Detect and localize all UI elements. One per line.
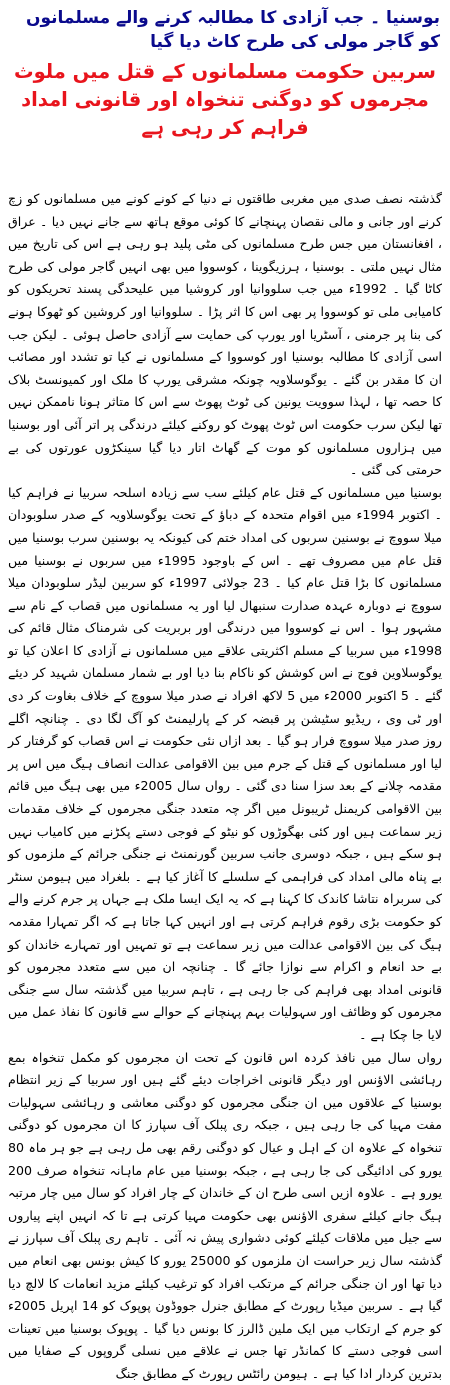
body-paragraph: رواں سال میں نافذ کردہ اس قانون کے تحت ان مجرموں کو مکمل تنخواہ بمع رہائشی الاؤنس اور دیگر قانونی اخراجات دیئے گئے ہیں اور سربیا کے زیر انتظام بوسنیا کے علاقوں میں ان جنگی مجرموں کو دوگنی معاشی و رہائشی سہولیات مفت مہیا کی جا رہی ہیں ، جبکہ ری پبلک آف سپارز کا ان مجرموں کو دوگنی تنخواہ کے علاوہ ان کے اہل و عیال کو دوگنی رقم بھی مل رہی ہے جو ہر ماہ 80 یورو کی ادائیگی کی جا رہی ہے ، جبکہ بوسنیا میں عام ماہانہ تنخواہ صرف 200 یورو ہے ۔ علاوہ ازیں اسی طرح ان کے خاندان کے چار افراد کو سال میں چار مرتبہ ہیگ جانے کیلئے سفری الاؤنس بھی حکومت مہیا کرتی ہے تا کہ انہیں اپنے پیاروں سے جیل میں ملاقات کیلئے کوئی دشواری پیش نہ آئی ۔ تاہم ری پبلک آف سپارز نے گذشتہ سال زیر حراست ان ملزموں کو 25000 یورو کا کیش بونس بھی انعام میں دیا تھا اور ان جنگی جرائم کے مرتکب افراد کو ترغیب کیلئے مزید انعامات کا لالچ دیا گیا ہے ۔ سربین میڈیا رپورٹ کے مطابق جنرل جووڈون پوپوک کو 14 اپریل 2005ء کو جرم کے ارتکاب میں ایک ملین ڈالرز کا بونس دیا گیا ۔ پوپوک بوسنیا میں تعینات اسی فوجی دستے کا کمانڈر تھا جس نے علاقے میں نسلی گروپوں کے صفایا میں بدترین کردار ادا کیا ہے ۔ ہیومن رائٹس رپورٹ کے مطابق جنگ	[8, 1049, 443, 1381]
article-body	[8, 188, 442, 1385]
headline: بوسنیا ۔ جب آزادی کا مطالبہ کرنے والے مسلمانوں کو گاجر مولی کی طرح کاٹ دیا گیا	[26, 8, 440, 52]
subheadline: سربین حکومت مسلمانوں کے قتل میں ملوث مجرموں کو دوگنی تنخواہ اور قانونی امداد فراہم کر رہی ہے	[13, 60, 436, 139]
body-paragraph: گذشتہ نصف صدی میں مغربی طاقتوں نے دنیا کے کونے کونے میں مسلمانوں کو زچ کرنے اور جانی و مالی نقصان پہنچانے کا کوئی موقع ہاتھ سے جانے نہیں دیا ۔ عراق ، افغانستان میں جس طرح مسلمانوں کی مٹی پلید ہو رہی ہے اس کی تاریخ میں مثال نہیں ملتی ۔ بوسنیا ، ہرزیگوینا ، کوسووا میں بھی انہیں گاجر مولی کی طرح کاٹا گیا ۔ 1992ء میں جب سلووانیا اور کروشیا میں علیحدگی پسند تحریکوں کو کامیابی ملی تو کوسووا پر بھی اس کا اثر پڑا ۔ سلووانیا اور کروشین کو ٹھوکا ہونے کی بنا پر جرمنی ، آسٹریا اور یورپ کی حمایت سے آزادی حاصل ہوئی ۔ لیکن جب اسی آزادی کا مطالبہ بوسنیا اور کوسووا کے مسلمانوں نے کیا تو تشدد اور مصائب ان کا مقدر بن گئے ۔ یوگوسلاویہ چونکہ مشرقی یورپ کا ملک اور کمیونسٹ بلاک کا حصہ تھا ، لہذا سوویت یونین کی ٹوٹ پھوٹ سے اس کا متاثر ہونا ناممکن نہیں تھا لیکن سرب حکومت اس ٹوٹ پھوٹ کو روکنے کیلئے درندگی پر اتر آئی اور بوسنیا میں ہزاروں مسلمانوں کو موت کے گھاٹ اتار دیا گیا سینکڑوں عورتوں کی بے حرمتی کی گئی ۔	[8, 191, 442, 478]
body-paragraph: بوسنیا میں مسلمانوں کے قتل عام کیلئے سب سے زیادہ اسلحہ سربیا نے فراہم کیا ۔ اکتوبر 1994ء میں اقوام متحدہ کے دباؤ کے تحت یوگوسلاویہ کے صدر سلوبودان میلا سووچ نے بوسنین سربوں کی امداد ختم کی کیونکہ یہ بوسنین سرب بوسنیا میں قتل عام میں مصروف تھے ۔ اس کے باوجود 1995ء میں سربوں نے بوسنیا میں مسلمانوں کا بڑا قتل عام کیا ۔ 23 جولائی 1997ء کو سربین لیڈر سلوبودان میلا سووچ نے دوبارہ عہدہ صدارت سنبھال لیا اور یہ مسلمانوں میں قصاب کے نام سے مشہور ہوا ۔ اس نے کوسووا میں درندگی اور بربریت کی شرمناک مثال قائم کی 1998ء میں سربیا کے مسلم اکثریتی علاقے میں مسلمانوں نے آزادی کا اعلان کیا تو یوگوسلاوین فوج نے اس کوشش کو ناکام بنا دیا اور بے شمار مسلمان شہید کر دیئے گئے ۔ 5 اکتوبر 2000ء میں 5 لاکھ افراد نے صدر میلا سووچ کے خلاف بغاوت کر دی اور ٹی وی ، ریڈیو سٹیشن پر قبضہ کر کے پارلیمنٹ کو آگ لگا دی ۔ چنانچہ اگلے روز صدر میلا سووچ فرار ہو گیا ۔ بعد ازاں نئی حکومت نے اس قصاب کو گرفتار کر لیا اور مسلمانوں کے قتل کے جرم میں بین الاقوامی عدالت انصاف ہیگ میں اس پر مقدمہ چلانے کے بعد سزا سنا دی گئی ۔ رواں سال 2005ء میں بھی ہیگ میں قائم بین الاقوامی کریمنل ٹریبونل میں اگر چہ متعدد جنگی مجرموں کے خلاف مقدمات زیر سماعت ہیں اور کئی بھگوڑوں کو نیٹو کے فوجی دستے پکڑنے میں کامیاب نہیں ہو سکے ہیں ، جبکہ دوسری جانب سربین گورنمنٹ نے جنگی جرائم کے ملزموں کو بے پناہ مالی امداد کی فراہمی کے سلسلے کا آغاز کیا ہے ۔ بلغراد میں ہیومن سنٹر کی سربراہ نتاشا کاندک کا کہنا ہے کہ یہ ایک ایسا ملک ہے جہاں پر جرم کرنے والے کو حکومت بڑی رقوم فراہم کرتی ہے اور انہیں کہا جاتا ہے کہ اگر تمہارا مقدمہ ہیگ کی بین الاقوامی عدالت میں زیر سماعت ہے تو تمہیں اور تمہارے خاندان کو بے حد انعام و اکرام سے نوازا جائے گا ۔ چنانچہ ان میں سے متعدد مجرموں کو قانونی امداد بھی فراہم کی جا رہی ہے ، تاہم سربیا میں گذشتہ سال سے جنگی مجرموں کو وظائف اور سہولیات بہم پہنچانے کے حوالے سے قانون کا نفاذ عمل میں لایا جا چکا ہے ۔	[8, 484, 443, 1042]
